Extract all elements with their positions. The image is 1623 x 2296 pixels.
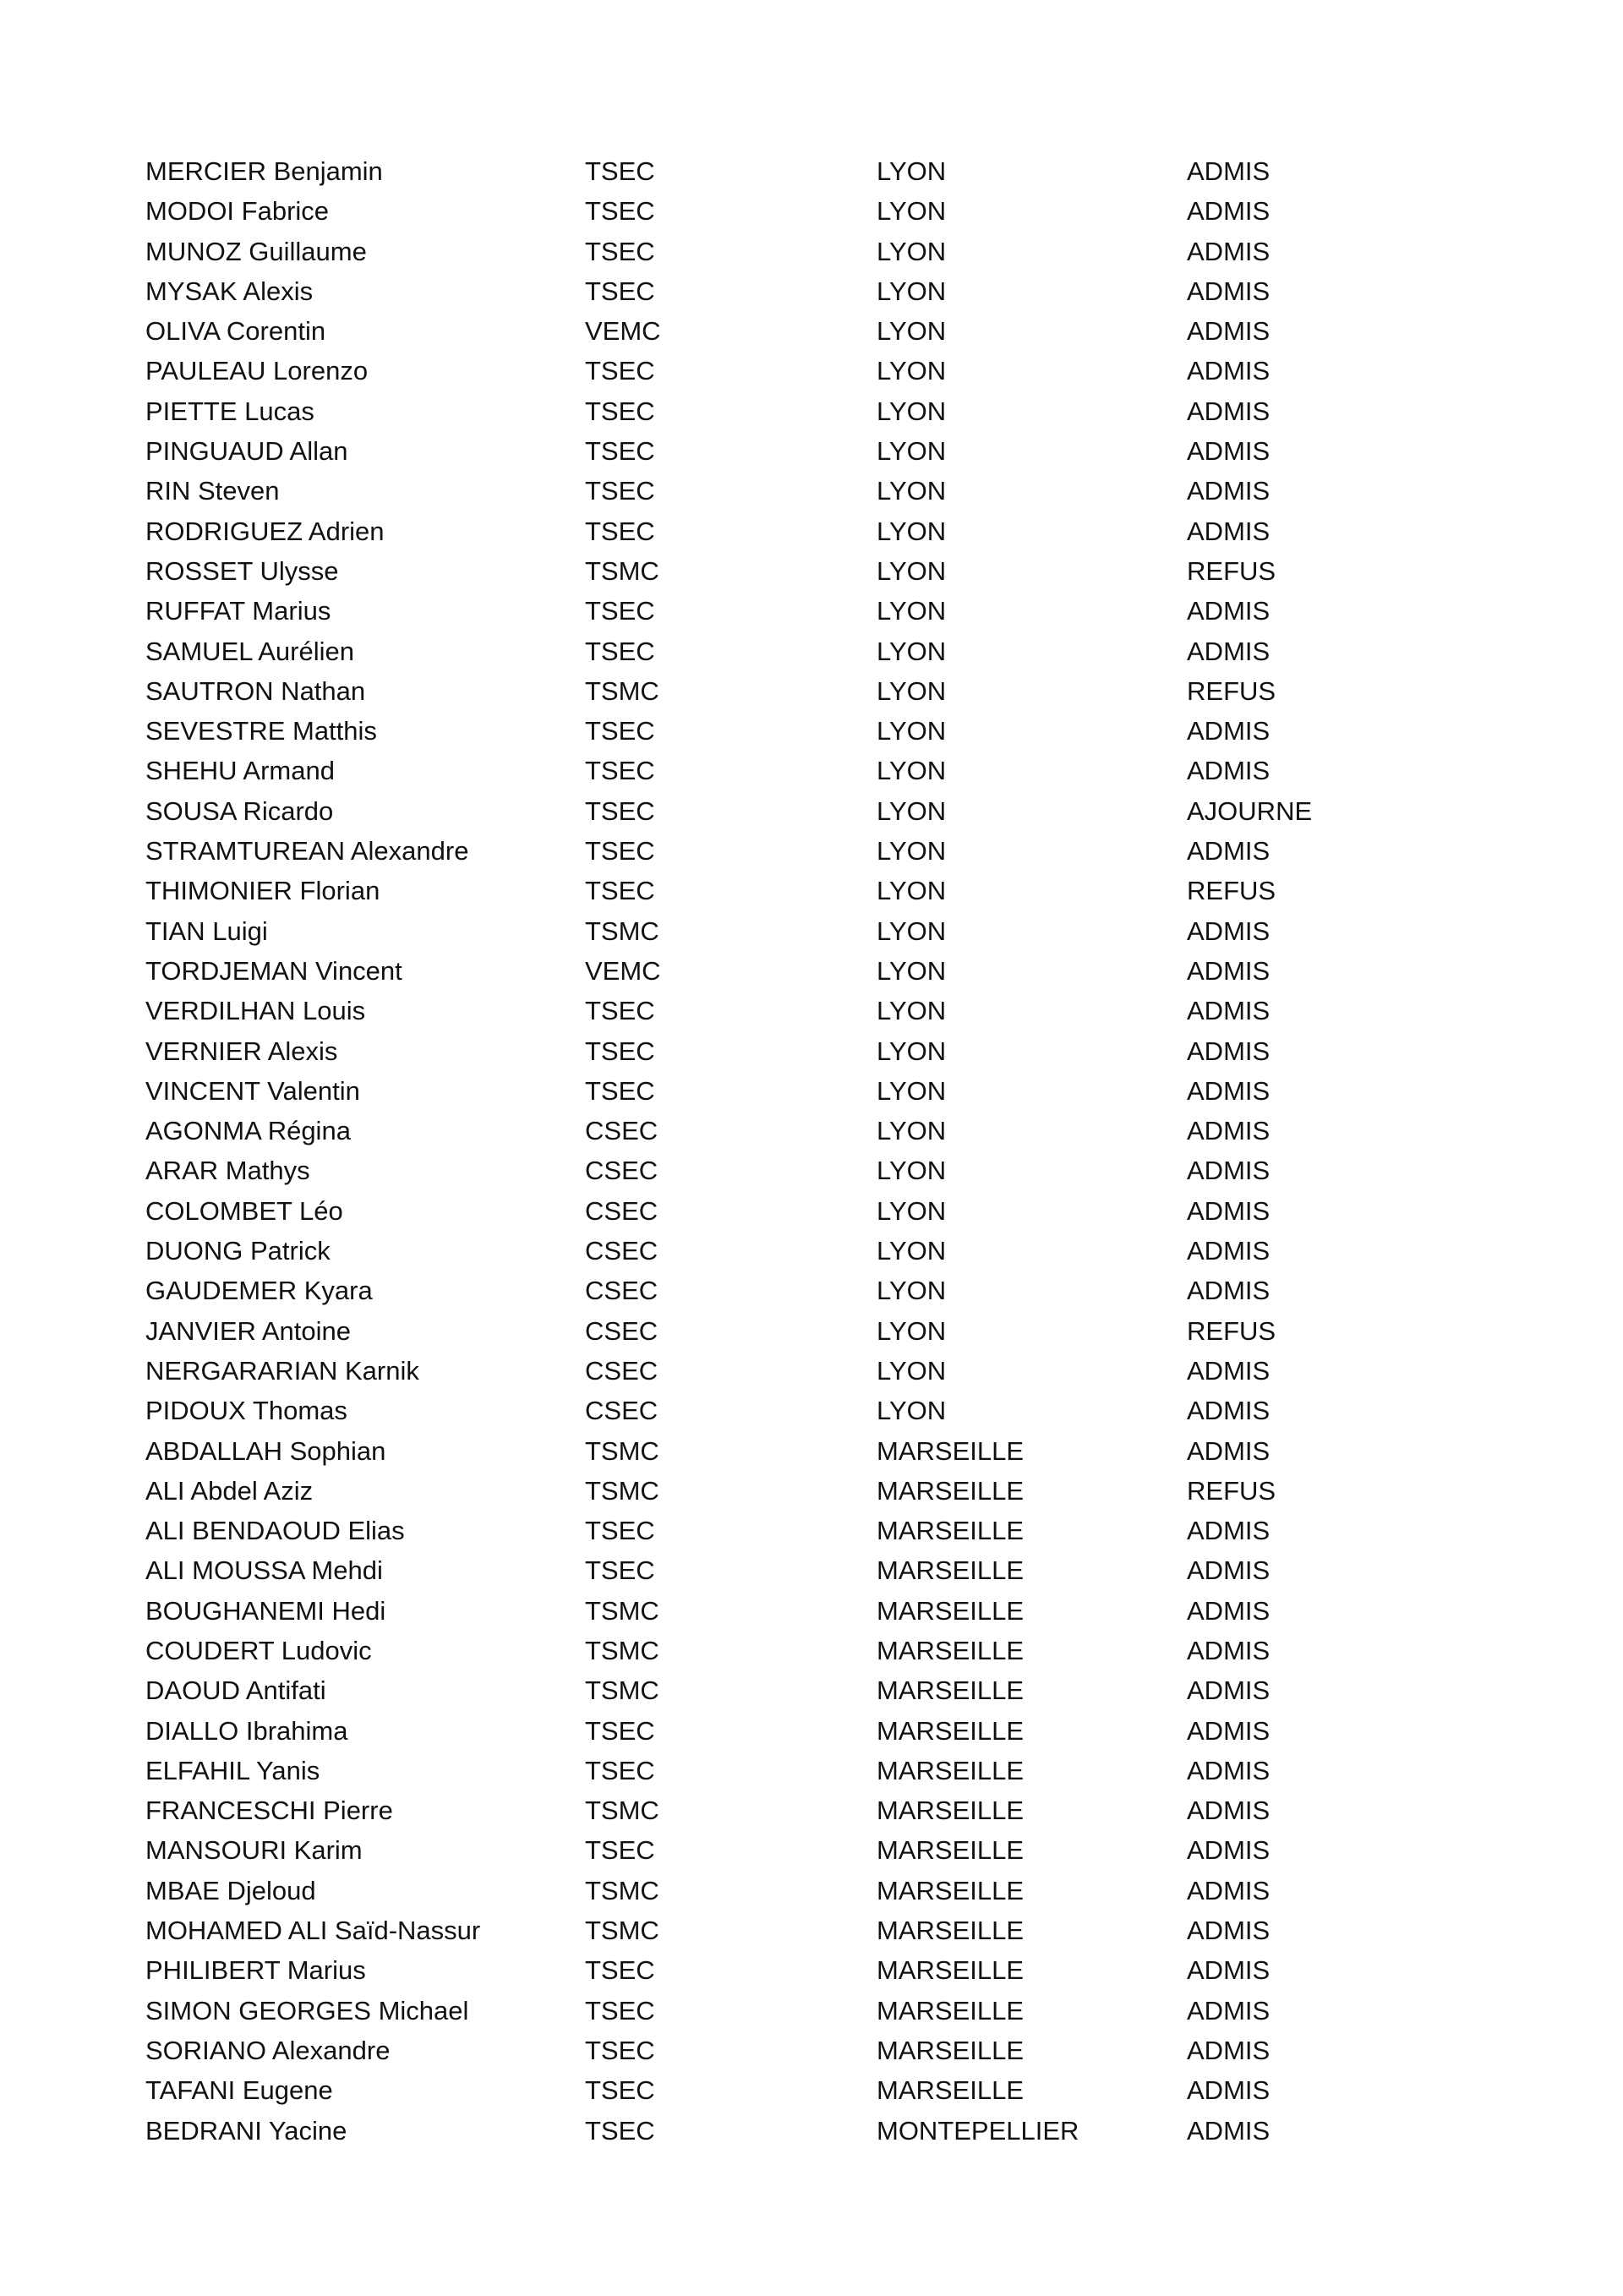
formation-code: TSEC <box>585 156 655 186</box>
candidate-name: DUONG Patrick <box>145 1236 331 1266</box>
formation-code: TSEC <box>585 1555 655 1586</box>
candidate-name: GAUDEMER Kyara <box>145 1276 373 1306</box>
decision-status: ADMIS <box>1187 2035 1271 2065</box>
exam-centre: LYON <box>877 836 947 866</box>
candidate-name: SEVESTRE Matthis <box>145 716 377 746</box>
formation-code: TSEC <box>585 476 655 506</box>
decision-status: ADMIS <box>1187 716 1271 746</box>
candidate-name: VERNIER Alexis <box>145 1036 338 1066</box>
candidate-name: NERGARARIAN Karnik <box>145 1355 419 1386</box>
decision-status: ADMIS <box>1187 396 1271 426</box>
table-row <box>145 1351 1413 1391</box>
table-row <box>145 991 1413 1030</box>
formation-code: TSEC <box>585 1995 655 2025</box>
candidate-name: MANSOURI Karim <box>145 1835 363 1866</box>
decision-status: ADMIS <box>1187 1796 1271 1826</box>
table-row <box>145 1751 1413 1790</box>
formation-code: TSEC <box>585 1516 655 1546</box>
candidate-name: PIETTE Lucas <box>145 396 314 426</box>
exam-centre: LYON <box>877 1116 947 1146</box>
table-row <box>145 1591 1413 1631</box>
exam-centre: LYON <box>877 1276 947 1306</box>
candidate-name: OLIVA Corentin <box>145 316 326 347</box>
formation-code: TSEC <box>585 1835 655 1866</box>
formation-code: VEMC <box>585 316 661 347</box>
formation-code: TSMC <box>585 675 659 706</box>
formation-code: TSEC <box>585 716 655 746</box>
table-row <box>145 1511 1413 1550</box>
table-row <box>145 1871 1413 1911</box>
exam-centre: LYON <box>877 476 947 506</box>
formation-code: CSEC <box>585 1236 658 1266</box>
exam-centre: LYON <box>877 916 947 946</box>
candidate-name: ELFAHIL Yanis <box>145 1755 320 1785</box>
candidate-name: SOUSA Ricardo <box>145 795 334 826</box>
exam-centre: LYON <box>877 396 947 426</box>
formation-code: TSEC <box>585 795 655 826</box>
decision-status: REFUS <box>1187 1475 1276 1506</box>
decision-status: ADMIS <box>1187 1916 1271 1946</box>
table-row <box>145 871 1413 910</box>
exam-centre: LYON <box>877 1195 947 1226</box>
table-row <box>145 1790 1413 1830</box>
formation-code: TSEC <box>585 236 655 266</box>
decision-status: REFUS <box>1187 1315 1276 1346</box>
exam-centre: MARSEILLE <box>877 1635 1025 1665</box>
table-row <box>145 1471 1413 1511</box>
candidate-name: FRANCESCHI Pierre <box>145 1796 393 1826</box>
candidate-name: TORDJEMAN Vincent <box>145 955 402 986</box>
exam-centre: LYON <box>877 996 947 1026</box>
exam-centre: MARSEILLE <box>877 1995 1025 2025</box>
formation-code: TSEC <box>585 996 655 1026</box>
table-row <box>145 831 1413 871</box>
decision-status: ADMIS <box>1187 996 1271 1026</box>
formation-code: CSEC <box>585 1276 658 1306</box>
candidate-name: SIMON GEORGES Michael <box>145 1995 469 2025</box>
table-row <box>145 1670 1413 1710</box>
table-row <box>145 431 1413 471</box>
candidate-name: MYSAK Alexis <box>145 276 314 306</box>
decision-status: ADMIS <box>1187 1435 1271 1466</box>
table-row <box>145 1311 1413 1351</box>
exam-centre: LYON <box>877 1036 947 1066</box>
decision-status: ADMIS <box>1187 1555 1271 1586</box>
formation-code: TSEC <box>585 1715 655 1746</box>
table-row <box>145 1991 1413 2031</box>
decision-status: ADMIS <box>1187 1355 1271 1386</box>
formation-code: TSEC <box>585 196 655 227</box>
exam-centre: LYON <box>877 1236 947 1266</box>
formation-code: CSEC <box>585 1195 658 1226</box>
decision-status: ADMIS <box>1187 516 1271 546</box>
exam-centre: LYON <box>877 1355 947 1386</box>
table-row <box>145 2031 1413 2070</box>
table-row <box>145 191 1413 231</box>
candidate-name: JANVIER Antoine <box>145 1315 351 1346</box>
candidate-name: BEDRANI Yacine <box>145 2115 347 2146</box>
table-row <box>145 1950 1413 1990</box>
exam-centre: LYON <box>877 1315 947 1346</box>
formation-code: TSMC <box>585 1435 659 1466</box>
candidate-name: ABDALLAH Sophian <box>145 1435 386 1466</box>
candidate-name: RIN Steven <box>145 476 280 506</box>
decision-status: ADMIS <box>1187 756 1271 786</box>
table-row <box>145 551 1413 591</box>
decision-status: ADMIS <box>1187 1835 1271 1866</box>
candidate-name: ALI BENDAOUD Elias <box>145 1516 405 1546</box>
table-row <box>145 351 1413 391</box>
table-row <box>145 791 1413 831</box>
candidate-name: VINCENT Valentin <box>145 1075 360 1106</box>
formation-code: TSEC <box>585 756 655 786</box>
formation-code: CSEC <box>585 1355 658 1386</box>
formation-code: TSMC <box>585 555 659 586</box>
table-row <box>145 1911 1413 1950</box>
formation-code: TSEC <box>585 1075 655 1106</box>
exam-centre: MARSEILLE <box>877 1875 1025 1905</box>
formation-code: TSMC <box>585 1916 659 1946</box>
decision-status: ADMIS <box>1187 1036 1271 1066</box>
decision-status: ADMIS <box>1187 316 1271 347</box>
exam-centre: MARSEILLE <box>877 1835 1025 1866</box>
decision-status: ADMIS <box>1187 436 1271 467</box>
candidate-name: MODOI Fabrice <box>145 196 330 227</box>
table-row <box>145 511 1413 551</box>
candidate-name: THIMONIER Florian <box>145 876 380 906</box>
formation-code: TSEC <box>585 1036 655 1066</box>
exam-centre: LYON <box>877 156 947 186</box>
candidate-name: TIAN Luigi <box>145 916 268 946</box>
exam-centre: LYON <box>877 236 947 266</box>
decision-status: ADMIS <box>1187 156 1271 186</box>
table-row <box>145 391 1413 431</box>
decision-status: ADMIS <box>1187 1995 1271 2025</box>
decision-status: ADMIS <box>1187 596 1271 626</box>
table-row <box>145 2111 1413 2151</box>
exam-centre: LYON <box>877 1075 947 1106</box>
formation-code: TSEC <box>585 2075 655 2106</box>
candidate-name: PAULEAU Lorenzo <box>145 356 369 386</box>
candidate-name: MERCIER Benjamin <box>145 156 383 186</box>
formation-code: TSEC <box>585 436 655 467</box>
table-row <box>145 1391 1413 1430</box>
formation-code: TSEC <box>585 276 655 306</box>
candidate-name: DAOUD Antifati <box>145 1676 326 1706</box>
exam-centre: LYON <box>877 876 947 906</box>
candidate-name: PIDOUX Thomas <box>145 1396 347 1426</box>
decision-status: ADMIS <box>1187 1715 1271 1746</box>
exam-centre: LYON <box>877 675 947 706</box>
candidate-name: STRAMTUREAN Alexandre <box>145 836 469 866</box>
formation-code: TSEC <box>585 396 655 426</box>
candidate-name: VERDILHAN Louis <box>145 996 366 1026</box>
table-row <box>145 1111 1413 1151</box>
decision-status: ADMIS <box>1187 955 1271 986</box>
exam-centre: MARSEILLE <box>877 1516 1025 1546</box>
table-row <box>145 1271 1413 1310</box>
exam-centre: LYON <box>877 1156 947 1186</box>
exam-centre: MARSEILLE <box>877 1955 1025 1986</box>
decision-status: ADMIS <box>1187 276 1271 306</box>
decision-status: ADMIS <box>1187 476 1271 506</box>
decision-status: ADMIS <box>1187 1875 1271 1905</box>
decision-status: REFUS <box>1187 555 1276 586</box>
exam-centre: LYON <box>877 636 947 666</box>
formation-code: CSEC <box>585 1116 658 1146</box>
formation-code: TSMC <box>585 1676 659 1706</box>
decision-status: ADMIS <box>1187 1955 1271 1986</box>
decision-status: ADMIS <box>1187 236 1271 266</box>
table-row <box>145 232 1413 271</box>
formation-code: TSMC <box>585 1475 659 1506</box>
formation-code: CSEC <box>585 1156 658 1186</box>
formation-code: VEMC <box>585 955 661 986</box>
formation-code: TSMC <box>585 1635 659 1665</box>
exam-centre: LYON <box>877 356 947 386</box>
formation-code: TSEC <box>585 596 655 626</box>
formation-code: CSEC <box>585 1315 658 1346</box>
exam-centre: LYON <box>877 716 947 746</box>
candidate-name: ROSSET Ulysse <box>145 555 339 586</box>
exam-centre: LYON <box>877 1396 947 1426</box>
exam-centre: LYON <box>877 555 947 586</box>
table-row <box>145 2070 1413 2110</box>
table-row <box>145 1830 1413 1870</box>
table-row <box>145 1431 1413 1471</box>
decision-status: ADMIS <box>1187 1276 1271 1306</box>
candidate-name: MBAE Djeloud <box>145 1875 316 1905</box>
candidate-name: MUNOZ Guillaume <box>145 236 367 266</box>
exam-centre: LYON <box>877 516 947 546</box>
candidate-name: BOUGHANEMI Hedi <box>145 1595 386 1626</box>
decision-status: ADMIS <box>1187 2075 1271 2106</box>
decision-status: ADMIS <box>1187 1635 1271 1665</box>
candidate-name: PHILIBERT Marius <box>145 1955 366 1986</box>
decision-status: ADMIS <box>1187 1516 1271 1546</box>
formation-code: TSEC <box>585 836 655 866</box>
table-row <box>145 951 1413 991</box>
exam-centre: MARSEILLE <box>877 1715 1025 1746</box>
formation-code: TSEC <box>585 636 655 666</box>
exam-centre: MARSEILLE <box>877 1555 1025 1586</box>
table-row <box>145 271 1413 311</box>
formation-code: TSEC <box>585 1755 655 1785</box>
decision-status: ADMIS <box>1187 1595 1271 1626</box>
formation-code: TSEC <box>585 2115 655 2146</box>
exam-centre: MONTEPELLIER <box>877 2115 1079 2146</box>
candidate-name: PINGUAUD Allan <box>145 436 348 467</box>
exam-centre: MARSEILLE <box>877 1676 1025 1706</box>
table-row <box>145 1031 1413 1071</box>
exam-centre: LYON <box>877 316 947 347</box>
table-row <box>145 911 1413 951</box>
decision-status: ADMIS <box>1187 1195 1271 1226</box>
exam-centre: MARSEILLE <box>877 1595 1025 1626</box>
table-row <box>145 1550 1413 1590</box>
formation-code: TSMC <box>585 1595 659 1626</box>
table-row <box>145 1711 1413 1751</box>
decision-status: ADMIS <box>1187 196 1271 227</box>
exam-centre: LYON <box>877 436 947 467</box>
decision-status: ADMIS <box>1187 2115 1271 2146</box>
table-row <box>145 1631 1413 1670</box>
exam-centre: LYON <box>877 276 947 306</box>
exam-centre: LYON <box>877 196 947 227</box>
candidate-name: SAUTRON Nathan <box>145 675 366 706</box>
candidate-name: AGONMA Régina <box>145 1116 351 1146</box>
exam-centre: MARSEILLE <box>877 2035 1025 2065</box>
table-row <box>145 471 1413 511</box>
formation-code: TSEC <box>585 516 655 546</box>
candidate-name: DIALLO Ibrahima <box>145 1715 348 1746</box>
candidate-name: TAFANI Eugene <box>145 2075 333 2106</box>
decision-status: ADMIS <box>1187 356 1271 386</box>
exam-centre: MARSEILLE <box>877 1435 1025 1466</box>
candidate-name: SORIANO Alexandre <box>145 2035 391 2065</box>
table-row <box>145 751 1413 790</box>
table-row <box>145 1151 1413 1190</box>
table-row <box>145 591 1413 631</box>
formation-code: TSEC <box>585 876 655 906</box>
decision-status: ADMIS <box>1187 916 1271 946</box>
formation-code: TSEC <box>585 356 655 386</box>
exam-centre: MARSEILLE <box>877 1916 1025 1946</box>
decision-status: ADMIS <box>1187 1116 1271 1146</box>
table-row <box>145 631 1413 671</box>
candidate-name: COLOMBET Léo <box>145 1195 343 1226</box>
formation-code: TSEC <box>585 2035 655 2065</box>
decision-status: ADMIS <box>1187 1396 1271 1426</box>
decision-status: AJOURNE <box>1187 795 1313 826</box>
decision-status: ADMIS <box>1187 1236 1271 1266</box>
candidate-name: ALI MOUSSA Mehdi <box>145 1555 383 1586</box>
candidate-name: SAMUEL Aurélien <box>145 636 354 666</box>
formation-code: TSMC <box>585 1796 659 1826</box>
formation-code: TSMC <box>585 1875 659 1905</box>
table-row <box>145 151 1413 191</box>
formation-code: TSEC <box>585 1955 655 1986</box>
candidate-name: ALI Abdel Aziz <box>145 1475 314 1506</box>
exam-centre: MARSEILLE <box>877 1755 1025 1785</box>
results-list <box>145 151 1413 2151</box>
table-row <box>145 311 1413 351</box>
table-row <box>145 1231 1413 1271</box>
table-row <box>145 1071 1413 1111</box>
candidate-name: COUDERT Ludovic <box>145 1635 372 1665</box>
exam-centre: MARSEILLE <box>877 1475 1025 1506</box>
decision-status: ADMIS <box>1187 1755 1271 1785</box>
candidate-name: SHEHU Armand <box>145 756 335 786</box>
decision-status: ADMIS <box>1187 1156 1271 1186</box>
exam-centre: MARSEILLE <box>877 1796 1025 1826</box>
table-row <box>145 1191 1413 1231</box>
candidate-name: RUFFAT Marius <box>145 596 331 626</box>
table-row <box>145 711 1413 751</box>
exam-centre: LYON <box>877 596 947 626</box>
decision-status: ADMIS <box>1187 1676 1271 1706</box>
decision-status: REFUS <box>1187 876 1276 906</box>
exam-centre: MARSEILLE <box>877 2075 1025 2106</box>
decision-status: ADMIS <box>1187 636 1271 666</box>
table-row <box>145 671 1413 711</box>
decision-status: ADMIS <box>1187 1075 1271 1106</box>
exam-centre: LYON <box>877 756 947 786</box>
formation-code: CSEC <box>585 1396 658 1426</box>
formation-code: TSMC <box>585 916 659 946</box>
candidate-name: ARAR Mathys <box>145 1156 310 1186</box>
candidate-name: RODRIGUEZ Adrien <box>145 516 385 546</box>
decision-status: ADMIS <box>1187 836 1271 866</box>
candidate-name: MOHAMED ALI Saïd-Nassur <box>145 1916 481 1946</box>
exam-centre: LYON <box>877 955 947 986</box>
decision-status: REFUS <box>1187 675 1276 706</box>
exam-centre: LYON <box>877 795 947 826</box>
